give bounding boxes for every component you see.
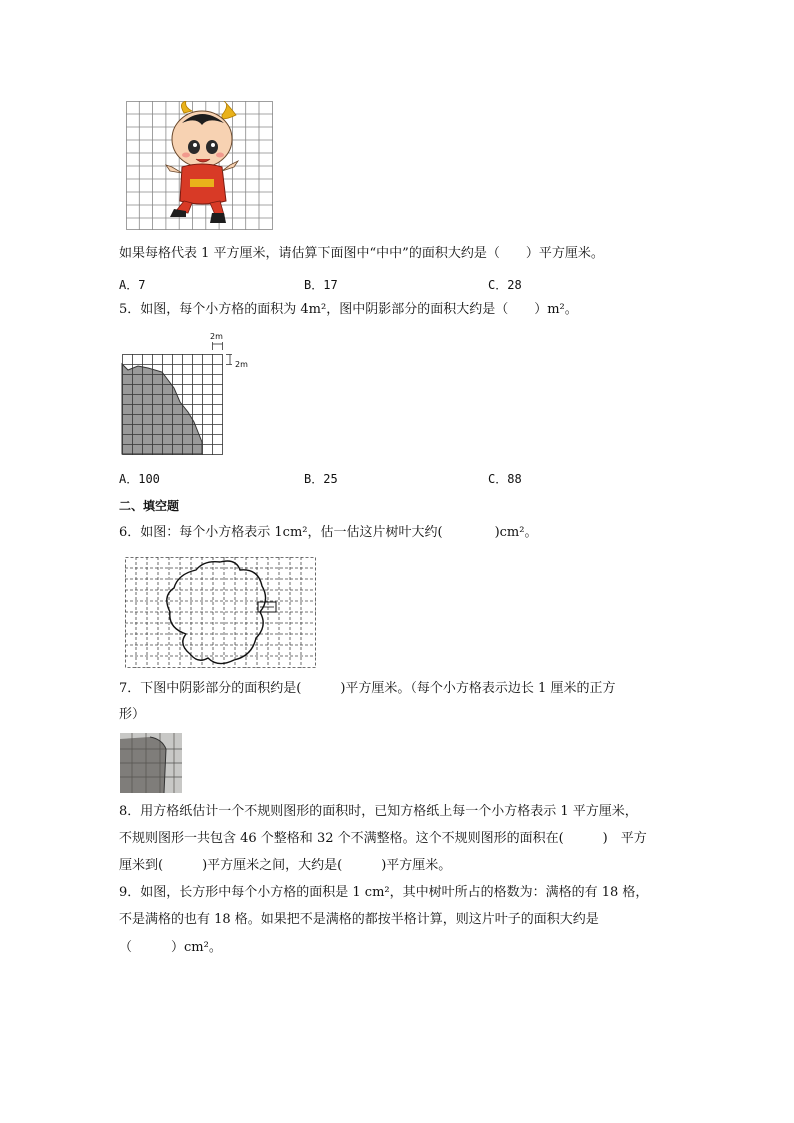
q9-line-1: 9．如图，长方形中每个小方格的面积是 1 cm²，其中树叶所占的格数为：满格的有 18 格，	[119, 885, 649, 900]
q5-option-c[interactable]: C．88	[488, 472, 522, 486]
section-title: 二、填空题	[119, 499, 180, 513]
q6-question-text: 6．如图：每个小方格表示 1cm²，估一估这片树叶大约( )cm²。	[119, 525, 538, 540]
q4-question-text: 如果每格代表 1 平方厘米，请估算下面图中“中中”的面积大约是（ ）平方厘米。	[119, 246, 604, 261]
q8-line-3: 厘米到( )平方厘米之间，大约是( )平方厘米。	[119, 858, 452, 873]
q8-line-1: 8．用方格纸估计一个不规则图形的面积时，已知方格纸上每一个小方格表示 1 平方厘米，	[119, 804, 638, 819]
q9-line-2: 不是满格的也有 18 格。如果把不是满格的都按半格计算，则这片叶子的面积大约是	[119, 912, 599, 927]
q5-shaded-grid-figure	[118, 330, 262, 458]
q4-option-c[interactable]: C．28	[488, 278, 522, 292]
q7-line-1: 7．下图中阴影部分的面积约是( )平方厘米。（每个小方格表示边长 1 厘米的正方	[119, 681, 616, 696]
q7-line-2: 形）	[119, 707, 146, 722]
q5-label-side: 2m	[235, 360, 248, 369]
q5-option-a[interactable]: A．100	[119, 472, 160, 486]
q9-line-3: （ ）cm²。	[119, 940, 222, 955]
q8-line-2: 不规则图形一共包含 46 个整格和 32 个不满整格。这个不规则图形的面积在( ) 平方	[119, 831, 647, 846]
mascot-grid-figure	[126, 101, 274, 231]
q5-option-b[interactable]: B．25	[304, 472, 338, 486]
q4-option-b[interactable]: B．17	[304, 278, 338, 292]
q5-question-text: 5．如图，每个小方格的面积为 4m²，图中阴影部分的面积大约是（ ）m²。	[119, 302, 578, 317]
q4-option-a[interactable]: A．7	[119, 278, 146, 292]
q5-label-top: 2m	[210, 332, 223, 341]
q7-shaded-photo-figure	[120, 733, 182, 793]
q6-leaf-grid-figure	[124, 556, 318, 670]
